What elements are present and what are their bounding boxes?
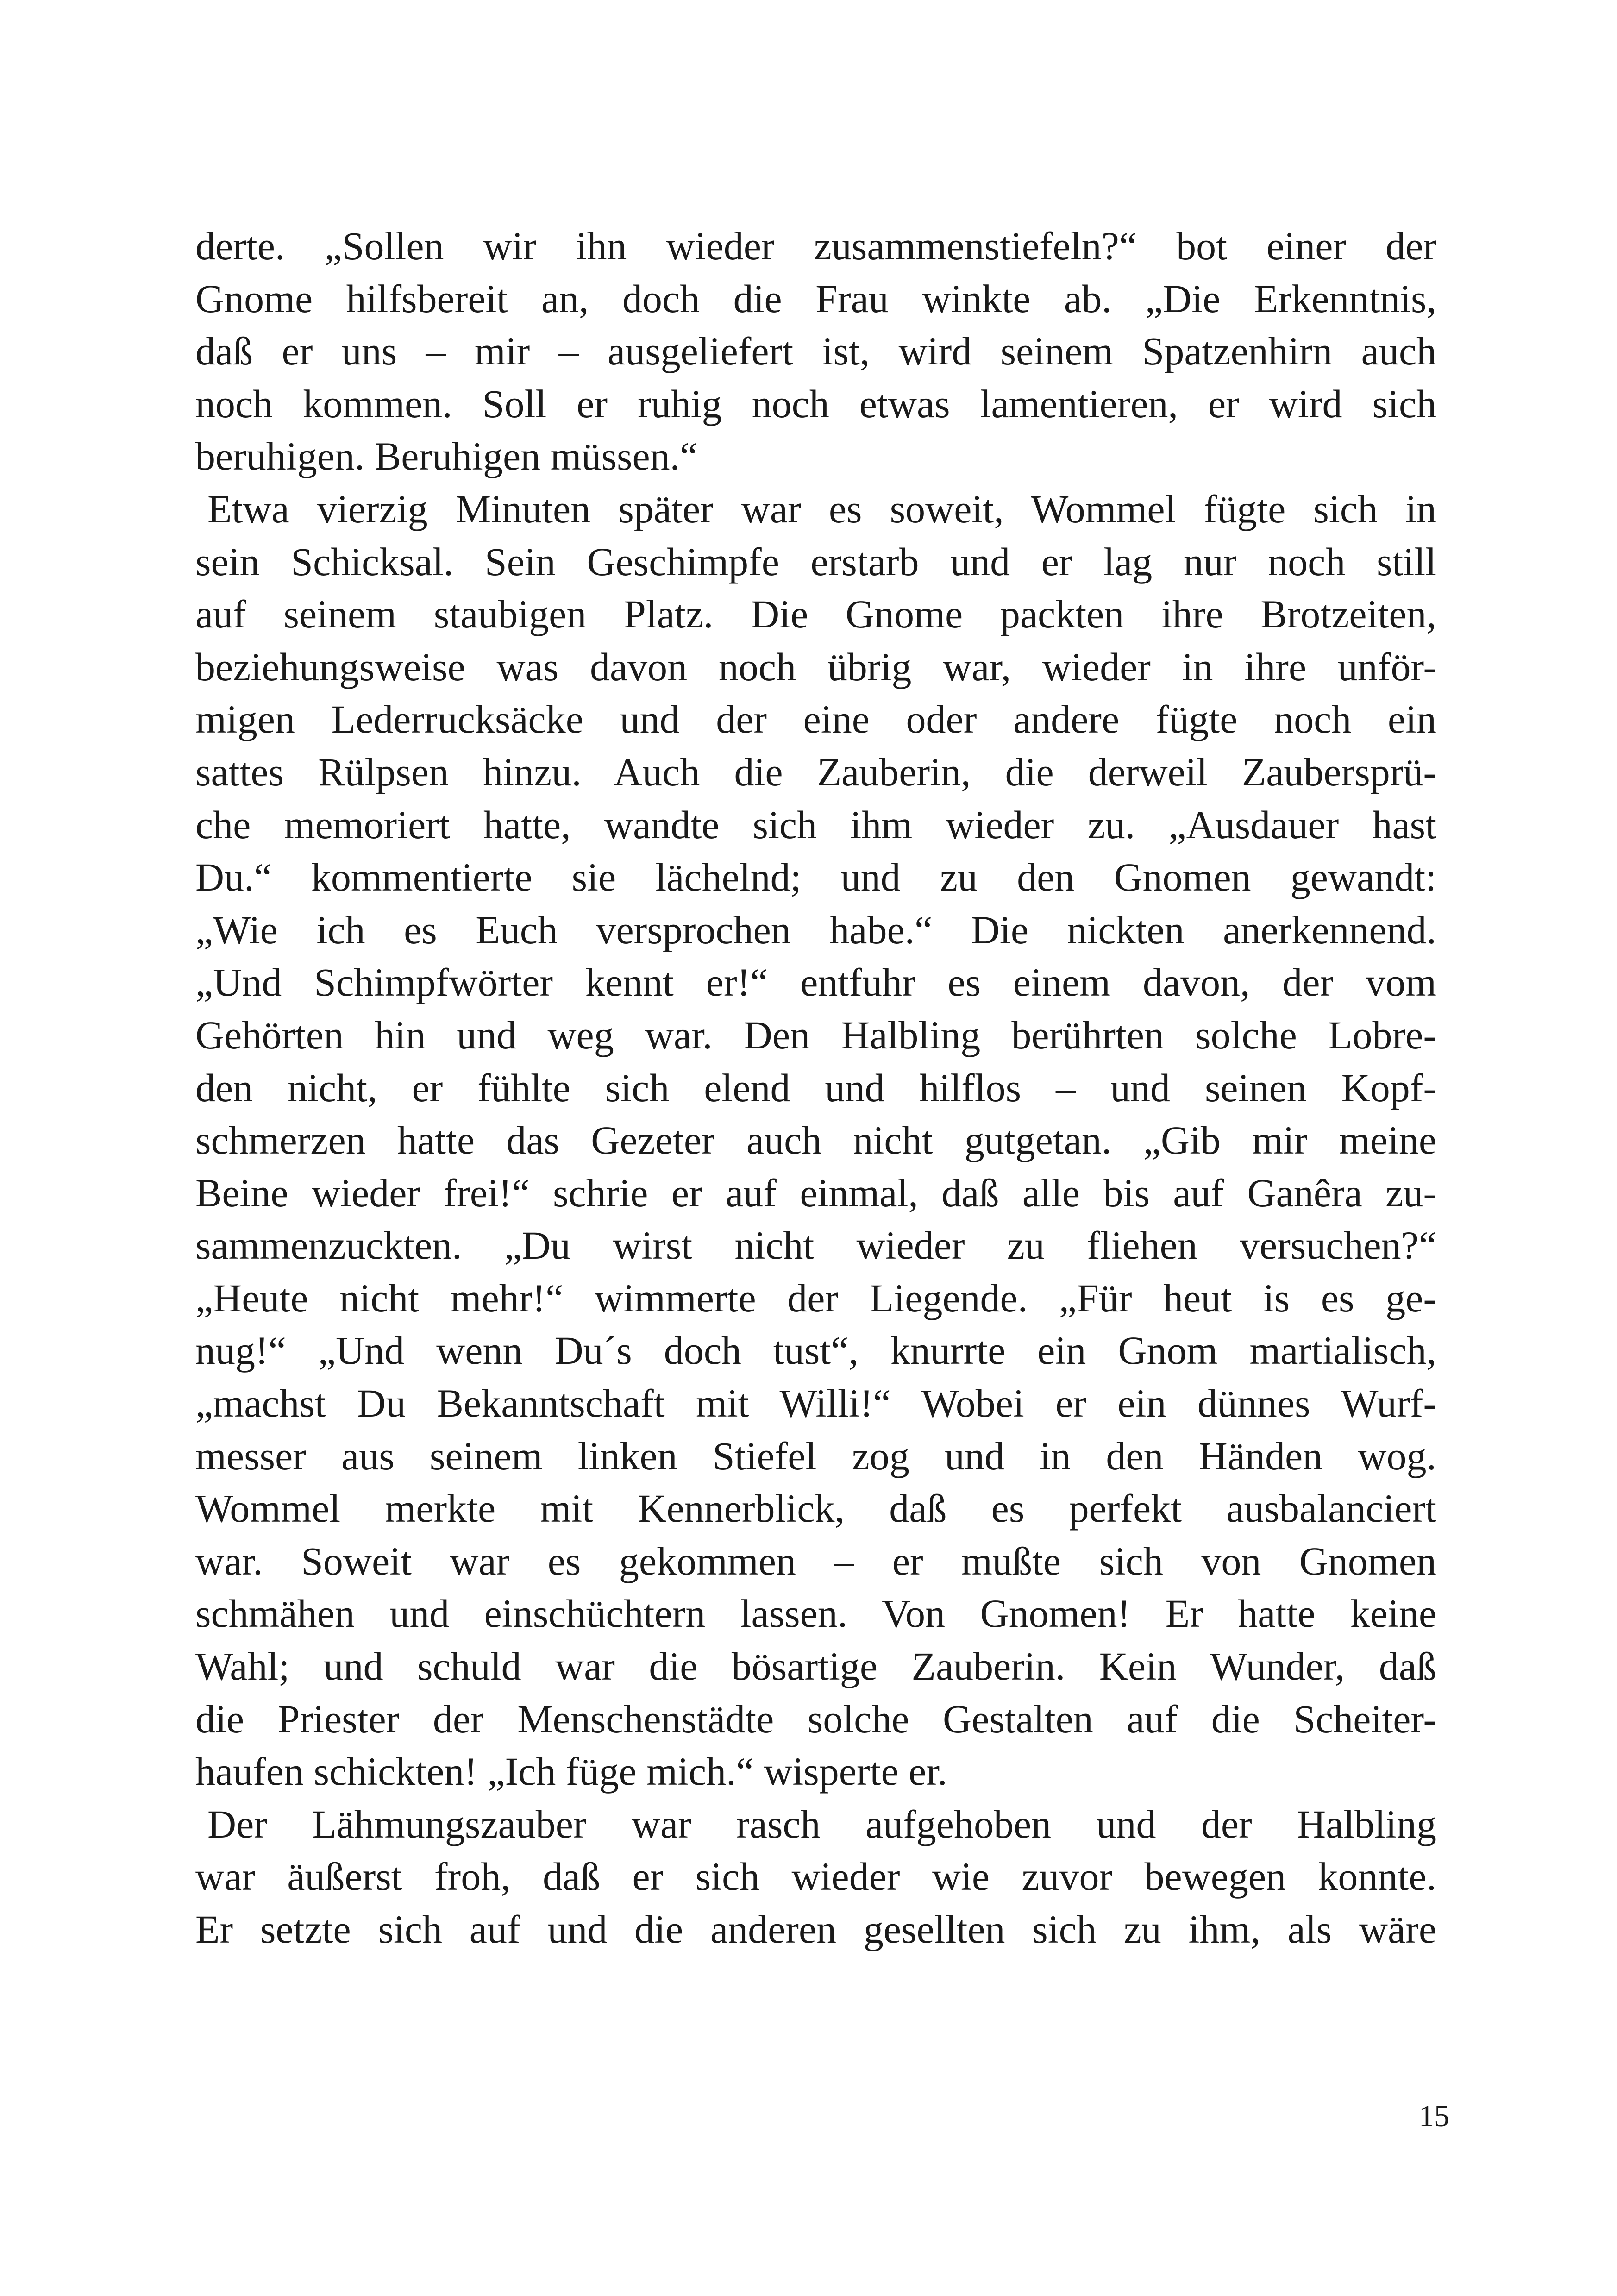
- text-line: derte. „Sollen wir ihn wieder zusammenstiefeln?“ bot einer der: [195, 224, 1436, 268]
- text-line: daß er uns – mir – ausgeliefert ist, wird seinem Spatzenhirn auch: [195, 329, 1436, 374]
- text-line: die Priester der Menschenstädte solche Gestalten auf die Scheiter-: [195, 1696, 1436, 1741]
- text-line: Etwa vierzig Minuten später war es soweit, Wommel fügte sich in: [207, 486, 1436, 531]
- text-line: Gehörten hin und weg war. Den Halbling berührten solche Lobre-: [195, 1012, 1436, 1057]
- text-line: Er setzte sich auf und die anderen gesellten sich zu ihm, als wäre: [195, 1907, 1436, 1951]
- text-line: beziehungsweise was davon noch übrig war, wieder in ihre unför-: [195, 644, 1436, 689]
- text-line: migen Lederrucksäcke und der eine oder andere fügte noch ein: [195, 697, 1436, 742]
- text-line: den nicht, er fühlte sich elend und hilflos – und seinen Kopf-: [195, 1065, 1436, 1110]
- text-line: „Heute nicht mehr!“ wimmerte der Liegende. „Für heut is es ge-: [195, 1275, 1436, 1320]
- text-line: Wahl; und schuld war die bösartige Zauberin. Kein Wunder, daß: [195, 1644, 1436, 1689]
- text-line: Der Lähmungszauber war rasch aufgehoben und der Halbling: [207, 1801, 1436, 1846]
- text-line: sattes Rülpsen hinzu. Auch die Zauberin, die derweil Zaubersprü-: [195, 749, 1436, 794]
- text-line: schmerzen hatte das Gezeter auch nicht gutgetan. „Gib mir meine: [195, 1118, 1436, 1163]
- text-line: Du.“ kommentierte sie lächelnd; und zu den Gnomen gewandt:: [195, 855, 1436, 900]
- text-line: nug!“ „Und wenn Du´s doch tust“, knurrte ein Gnom martialisch,: [195, 1328, 1436, 1373]
- text-line: war äußerst froh, daß er sich wieder wie zuvor bewegen konnte.: [195, 1854, 1436, 1899]
- page-number: 15: [1419, 2099, 1449, 2133]
- text-line: auf seinem staubigen Platz. Die Gnome packten ihre Brotzeiten,: [195, 592, 1436, 637]
- text-line: schmähen und einschüchtern lassen. Von Gnomen! Er hatte keine: [195, 1591, 1436, 1636]
- text-line: „machst Du Bekanntschaft mit Willi!“ Wobei er ein dünnes Wurf-: [195, 1381, 1436, 1426]
- text-line: messer aus seinem linken Stiefel zog und in den Händen wog.: [195, 1433, 1436, 1478]
- text-line: noch kommen. Soll er ruhig noch etwas lamentieren, er wird sich: [195, 381, 1436, 426]
- text-line: sammenzuckten. „Du wirst nicht wieder zu fliehen versuchen?“: [195, 1223, 1436, 1268]
- text-line: Beine wieder frei!“ schrie er auf einmal, daß alle bis auf Ganêra zu-: [195, 1170, 1436, 1215]
- text-line: sein Schicksal. Sein Geschimpfe erstarb und er lag nur noch still: [195, 539, 1436, 584]
- text-line: Gnome hilfsbereit an, doch die Frau winkte ab. „Die Erkenntnis,: [195, 276, 1436, 321]
- text-line: beruhigen. Beruhigen müssen.“: [195, 434, 698, 479]
- text-line: „Wie ich es Euch versprochen habe.“ Die nickten anerkennend.: [195, 907, 1436, 952]
- text-line: che memoriert hatte, wandte sich ihm wieder zu. „Ausdauer hast: [195, 802, 1436, 847]
- body-text: [195, 220, 1436, 1956]
- text-line: „Und Schimpfwörter kennt er!“ entfuhr es einem davon, der vom: [195, 960, 1436, 1005]
- text-line: haufen schickten! „Ich füge mich.“ wisperte er.: [195, 1749, 947, 1794]
- text-line: war. Soweit war es gekommen – er mußte sich von Gnomen: [195, 1538, 1436, 1583]
- text-line: Wommel merkte mit Kennerblick, daß es perfekt ausbalanciert: [195, 1486, 1436, 1531]
